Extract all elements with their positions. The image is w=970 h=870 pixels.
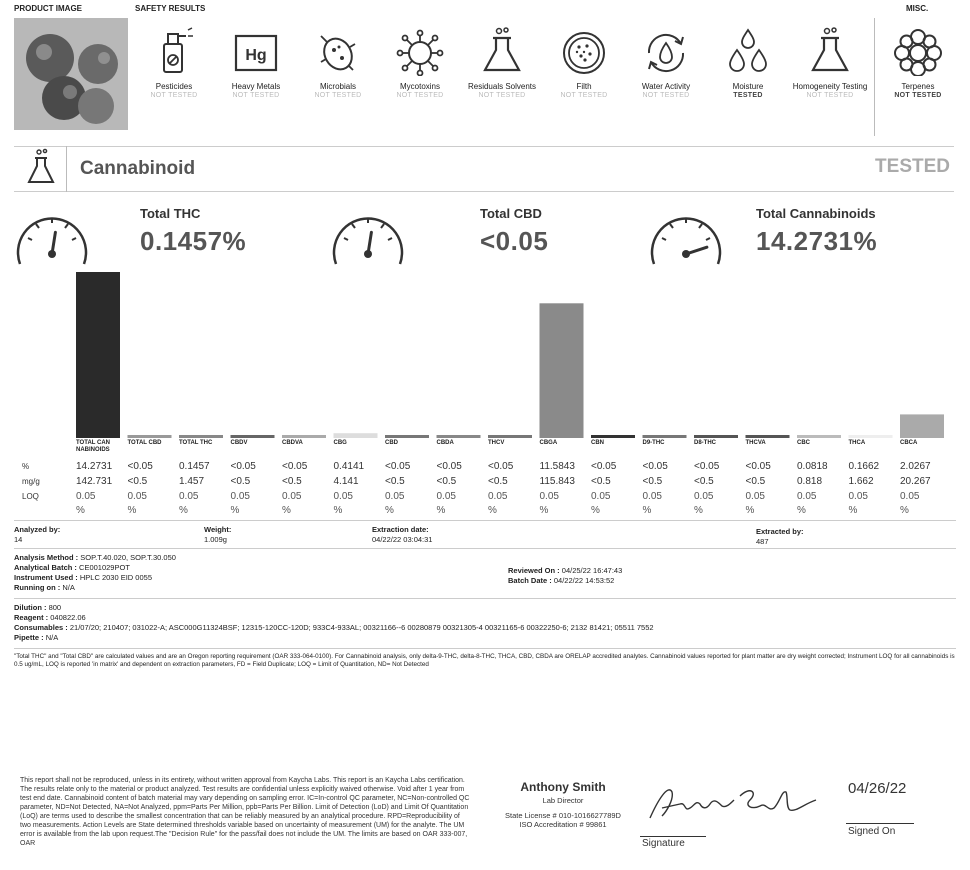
bar-total-cannabinoids: [76, 272, 120, 438]
lab-director-block: [488, 780, 638, 829]
table-cell-loq: 0.05: [694, 491, 714, 502]
table-cell-mgg: 115.843: [539, 476, 575, 487]
instrument-label: Instrument Used :: [14, 573, 78, 582]
review-details: [508, 566, 622, 586]
table-cell-mgg: 20.267: [900, 476, 931, 487]
safety-name: Water Activity: [641, 82, 691, 91]
safety-status: NOT TESTED: [478, 92, 526, 99]
consumables-label: Consumables :: [14, 623, 68, 632]
droplets-icon: [723, 26, 773, 76]
signed-on-line: [846, 823, 914, 824]
product-image-header: PRODUCT IMAGE: [14, 4, 82, 13]
misc-status: NOT TESTED: [894, 92, 942, 99]
bar-total-thc: [179, 435, 223, 438]
safety-name: Pesticides: [155, 82, 193, 91]
safety-name: Homogeneity Testing: [792, 82, 868, 91]
table-cell-mgg: 4.141: [333, 476, 359, 487]
safety-status: NOT TESTED: [560, 92, 608, 99]
table-cell-headers: CBDA: [436, 440, 454, 446]
misc-item-terpenes: [878, 18, 958, 100]
gauge-icon: [328, 204, 408, 275]
safety-name: Microbials: [319, 82, 356, 91]
table-cell-mgg: <0.5: [230, 476, 251, 487]
bar-cbdv: [231, 435, 275, 438]
spray-bottle-icon: [154, 26, 194, 76]
safety-name: Filth: [576, 82, 592, 91]
extraction-date: [372, 525, 432, 545]
signed-on-label: Signed On: [848, 826, 896, 837]
signature-label: Signature: [642, 838, 685, 849]
bar-d8-thc: [694, 435, 738, 438]
table-cell-pct: <0.05: [642, 461, 668, 472]
table-cell-mgg: <0.5: [385, 476, 405, 487]
table-cell-unit: %: [694, 505, 703, 516]
table-cell-pct: <0.05: [127, 461, 153, 472]
table-cell-unit: %: [745, 505, 755, 516]
state-license: State License # 010-1016627789D: [505, 811, 621, 820]
safety-status: TESTED: [733, 92, 763, 99]
virus-icon: [395, 26, 445, 76]
table-cell-loq: 0.05: [539, 491, 559, 502]
table-cell-loq: 0.05: [230, 491, 250, 502]
safety-item-homogeneity: [789, 18, 871, 100]
safety-item-water-activity: [625, 18, 707, 100]
batch-date-value: 04/22/22 14:53:52: [553, 576, 615, 585]
reagent-label: Reagent :: [14, 613, 49, 622]
table-cell-headers: CBC: [797, 440, 810, 446]
table-cell-pct: 0.0818: [797, 461, 828, 472]
running-label: Running on :: [14, 583, 61, 592]
table-cell-headers: CBDV: [230, 440, 248, 446]
pipette-label: Pipette :: [14, 633, 44, 642]
reviewed-label: Reviewed On :: [508, 566, 560, 575]
table-cell-loq: 0.05: [745, 491, 765, 502]
cannabinoid-title: Cannabinoid: [80, 158, 196, 179]
director-name: Anthony Smith: [520, 780, 606, 794]
safety-results-header: SAFETY RESULTS: [135, 4, 206, 13]
table-cell-loq: 0.05: [76, 491, 96, 502]
svg-text:Hg: Hg: [245, 47, 267, 64]
batch-label: Analytical Batch :: [14, 563, 77, 572]
handwritten-signature: [640, 778, 830, 833]
table-cell-mgg: 0.818: [797, 476, 823, 487]
table-cell-mgg: <0.5: [282, 476, 302, 487]
table-cell-loq: 0.05: [436, 491, 456, 502]
safety-item-residual-solvents: [461, 18, 543, 100]
total-cannabinoids-value: 14.2731%: [756, 226, 878, 256]
table-cell-unit: %: [900, 505, 909, 516]
divider: [14, 520, 956, 521]
table-cell-pct: 2.0267: [900, 461, 931, 472]
safety-status: NOT TESTED: [642, 92, 690, 99]
table-cell-unit: %: [179, 505, 188, 516]
consumables-value: 21/07/20; 210407; 031022-A; ASC000G11324BSF; 12315-120CC-120D; 933C4-933AL; 00321166--6 00280879 00321305-4 00321165-6 00322250-6; 2132 81421; 05511 7552: [69, 623, 654, 632]
table-cell-pct: <0.05: [694, 461, 720, 472]
reagent-details: [14, 603, 954, 643]
table-cell-loq: 0.05: [797, 491, 817, 502]
row-label-pct: %: [22, 462, 30, 471]
bar-cbg: [334, 433, 378, 438]
table-cell-mgg: <0.5: [127, 476, 148, 487]
petri-dish-icon: [559, 26, 609, 76]
method-value: SOP.T.40.020, SOP.T.30.050: [80, 553, 176, 562]
table-cell-pct: <0.05: [745, 461, 771, 472]
safety-name: Mycotoxins: [399, 82, 440, 91]
table-cell-pct: <0.05: [282, 461, 308, 472]
table-cell-pct: <0.05: [591, 461, 617, 472]
flask-icon: [26, 148, 56, 193]
safety-item-mycotoxins: [379, 18, 461, 100]
table-cell-headers: TOTAL THC: [179, 440, 213, 446]
cannabinoid-divider: [66, 146, 67, 192]
extracted-by: [756, 527, 804, 547]
table-cell-mgg: <0.5: [591, 476, 611, 487]
table-cell-headers: CBCA: [900, 440, 918, 446]
methodology-note: "Total THC" and "Total CBD" are calculated values and are an Oregon reporting requirement (OAR 333-064-0100). For Cannabinoid analysis, only delta-9-THC, delta-8-THC, THCA, CBD, CBDA are ORELAP accredited analytes. Cannabinoid values reported for plant matter are dry weight corrected; Instrument LOQ for all cannabinoids is 0.5 ug/mL, LOQ is reported 'in matrix' and dependent on extraction parameters, FD = Field Duplicate; LOQ = Limit of Quantitation, ND= Not Detected: [14, 653, 955, 668]
bar-d9-thc: [643, 435, 687, 438]
table-cell-unit: %: [230, 505, 240, 516]
signature-line: [640, 836, 706, 837]
safety-results-row: [133, 18, 873, 136]
safety-item-microbials: [297, 18, 379, 100]
extraction-date-value: 04/22/22 03:04:31: [372, 535, 433, 544]
misc-header: MISC.: [906, 4, 929, 13]
table-cell-pct: 0.1457: [179, 461, 210, 472]
bar-cbd: [385, 435, 429, 438]
flask-icon: [477, 26, 527, 76]
total-thc-value: 0.1457%: [140, 226, 247, 256]
safety-status: NOT TESTED: [396, 92, 444, 99]
hg-icon: [231, 26, 281, 76]
cannabinoid-bar-chart: [70, 270, 960, 440]
analyzed-by-value: 14: [14, 535, 23, 544]
divider: [14, 548, 956, 549]
batch-date-label: Batch Date :: [508, 576, 552, 585]
table-cell-unit: %: [591, 505, 600, 516]
table-cell-headers: D8-THC: [694, 440, 716, 446]
total-thc-label: Total THC: [140, 206, 201, 221]
table-cell-headers: CBDVA: [282, 440, 303, 446]
safety-status: NOT TESTED: [150, 92, 198, 99]
table-cell-pct: 11.5843: [539, 461, 575, 472]
table-cell-pct: <0.05: [385, 461, 411, 472]
total-cbd-label: Total CBD: [480, 206, 542, 221]
safety-status: NOT TESTED: [806, 92, 854, 99]
extracted-by-value: 487: [756, 537, 769, 546]
table-cell-headers: THCA: [848, 440, 866, 446]
table-cell-unit: %: [848, 505, 858, 516]
table-cell-pct: <0.05: [230, 461, 256, 472]
analyzed-by: [14, 525, 60, 545]
table-cell-headers: CBN: [591, 440, 604, 446]
bar-thcva: [746, 435, 790, 438]
total-cbd-value: <0.05: [480, 226, 549, 256]
misc-divider: [874, 18, 875, 136]
bar-cbn: [591, 435, 635, 438]
safety-item-moisture: [707, 18, 789, 100]
pipette-value: N/A: [45, 633, 59, 642]
table-cell-pct: 14.2731: [76, 461, 113, 472]
table-cell-pct: <0.05: [488, 461, 514, 472]
table-cell-unit: %: [436, 505, 446, 516]
table-cell-headers: TOTAL CBD: [127, 440, 162, 446]
method-label: Analysis Method :: [14, 553, 79, 562]
table-cell-loq: 0.05: [282, 491, 302, 502]
gauge-icon: [646, 204, 726, 275]
table-cell-pct: <0.05: [436, 461, 462, 472]
row-label-loq: LOQ: [22, 492, 39, 501]
product-image: [14, 18, 128, 130]
bar-cbda: [437, 435, 481, 438]
table-cell-unit: %: [76, 505, 85, 516]
table-cell-pct: 0.4141: [333, 461, 365, 472]
table-cell-unit: %: [127, 505, 137, 516]
bar-thca: [849, 435, 893, 438]
safety-item-pesticides: [133, 18, 215, 100]
flower-icon: [893, 26, 943, 76]
table-cell-mgg: <0.5: [488, 476, 508, 487]
table-cell-headers: TOTAL CAN NABINOIDS: [76, 440, 110, 453]
reviewed-value: 04/25/22 16:47:43: [561, 566, 623, 575]
table-cell-unit: %: [642, 505, 652, 516]
misc-name: Terpenes: [901, 82, 935, 91]
safety-status: NOT TESTED: [232, 92, 280, 99]
table-cell-headers: THCV: [488, 440, 505, 446]
instrument-value: HPLC 2030 EID 0055: [79, 573, 152, 582]
extracted-by-label: Extracted by:: [756, 527, 804, 536]
safety-status: NOT TESTED: [314, 92, 362, 99]
reagent-value: 040822.06: [50, 613, 86, 622]
cannabinoid-status: TESTED: [875, 156, 950, 177]
table-cell-headers: CBG: [333, 440, 347, 446]
table-cell-loq: 0.05: [488, 491, 508, 502]
divider: [14, 598, 956, 599]
table-cell-headers: THCVA: [745, 440, 766, 446]
table-cell-loq: 0.05: [642, 491, 662, 502]
dilution-value: 800: [48, 603, 62, 612]
table-cell-loq: 0.05: [127, 491, 147, 502]
table-cell-pct: 0.1662: [848, 461, 880, 472]
batch-value: CE001029POT: [79, 563, 130, 572]
table-cell-unit: %: [385, 505, 394, 516]
bar-cbdva: [282, 435, 326, 438]
safety-item-filth: [543, 18, 625, 100]
table-cell-headers: D9-THC: [642, 440, 665, 446]
table-cell-loq: 0.05: [333, 491, 353, 502]
table-cell-loq: 0.05: [385, 491, 405, 502]
table-cell-unit: %: [488, 505, 497, 516]
iso-accreditation: ISO Accreditation # 99861: [519, 820, 607, 829]
table-cell-loq: 0.05: [900, 491, 920, 502]
table-cell-mgg: <0.5: [642, 476, 663, 487]
safety-name: Heavy Metals: [231, 82, 281, 91]
row-label-mgg: mg/g: [22, 477, 40, 486]
table-cell-mgg: 1.662: [848, 476, 874, 487]
table-cell-headers: CBD: [385, 440, 398, 446]
weight-value: 1.009g: [204, 535, 227, 544]
running-value: N/A: [62, 583, 75, 592]
disclaimer: This report shall not be reproduced, unless in its entirety, without written approval from Kaycha Labs. This report is an Kaycha Labs certification. The results relate only to the material or product analyzed. Test results are confidential unless explicitly waived otherwise. Void after 1 year from test end date. Cannabinoid content of batch material may vary depending on sampling error. IC=In-control QC parameter, NC=Non-controlled QC parameter, ND=Not Detected, NA=Not Analyzed, ppm=Parts Per Million, ppb=Parts Per Billion. Limit of Detection (LoD) and Limit Of Quantitation (LoQ) are terms used to describe the smallest concentration that can be reliably measured by an analytical procedure. RPD=Reproducibility of two measurements. Action Levels are State determined thresholds variable based on uncertainty of measurement (UM) for the analyte. The UM error is available from the lab upon request.The "Decision Rule" for the pass/fail does not include the UM. The limits are based on OAR 333-007, OAR: [20, 777, 470, 847]
table-cell-unit: %: [539, 505, 549, 516]
table-cell-unit: %: [797, 505, 806, 516]
total-cannabinoids-label: Total Cannabinoids: [756, 206, 876, 221]
signed-date: 04/26/22: [848, 780, 907, 797]
table-cell-mgg: <0.5: [694, 476, 714, 487]
safety-name: Residuals Solvents: [467, 82, 537, 91]
table-cell-mgg: 1.457: [179, 476, 205, 487]
analysis-details: [14, 553, 176, 593]
weight: [204, 525, 231, 545]
cannabinoid-table: [0, 440, 970, 520]
gauge-icon: [12, 204, 92, 275]
bar-total-cbd: [128, 435, 172, 438]
weight-label: Weight:: [204, 525, 232, 534]
divider: [14, 648, 956, 649]
analyzed-by-label: Analyzed by:: [14, 525, 61, 534]
flask-icon: [805, 26, 855, 76]
table-cell-unit: %: [333, 505, 343, 516]
microbe-icon: [313, 26, 363, 76]
table-cell-unit: %: [282, 505, 291, 516]
safety-name: Moisture: [732, 82, 764, 91]
table-cell-loq: 0.05: [848, 491, 868, 502]
table-cell-headers: CBGA: [539, 440, 558, 446]
dilution-label: Dilution :: [14, 603, 47, 612]
bar-cbca: [900, 414, 944, 438]
director-role: Lab Director: [542, 796, 584, 805]
bar-thcv: [488, 435, 532, 438]
table-cell-loq: 0.05: [591, 491, 611, 502]
extraction-date-label: Extraction date:: [372, 525, 429, 534]
table-cell-loq: 0.05: [179, 491, 199, 502]
bar-cbc: [797, 435, 841, 438]
safety-item-heavy-metals: [215, 18, 297, 100]
water-cycle-icon: [641, 26, 691, 76]
table-cell-mgg: <0.5: [745, 476, 766, 487]
table-cell-mgg: 142.731: [76, 476, 113, 487]
bar-cbga: [540, 303, 584, 438]
table-cell-mgg: <0.5: [436, 476, 457, 487]
